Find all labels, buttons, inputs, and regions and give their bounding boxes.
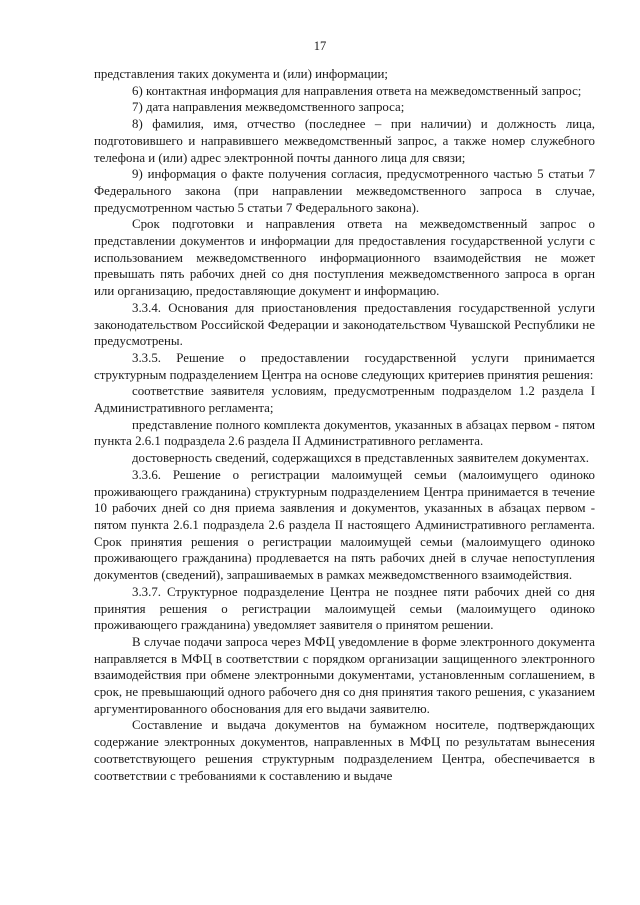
paragraph-3-3-4: 3.3.4. Основания для приостановления предоставления государственной услуги законодательством Российской Федерации и законодательством Чувашской Республики не предусмотрены.	[94, 300, 595, 349]
paragraph-item-8: 8) фамилия, имя, отчество (последнее – при наличии) и должность лица, подготовившего и направившего межведомственный запрос, а также номер служебного телефона и (или) адрес электронной почты данного лица для связи;	[94, 117, 595, 165]
paragraph-item-6: 6) контактная информация для направления ответа на межведомственный запрос;	[132, 83, 582, 98]
document-body	[94, 66, 595, 784]
paragraph-item-7: 7) дата направления межведомственного запроса;	[132, 100, 405, 115]
paragraph-item-9: 9) информация о факте получения согласия, предусмотренного частью 5 статьи 7 Федерального закона (при направлении межведомственного запроса в случае, предусмотренном частью 5 статьи 7 Федерального закона).	[94, 167, 595, 215]
paragraph-response-deadline: Срок подготовки и направления ответа на межведомственный запрос о представлении документов и информации для предоставления государственной услуги с использованием межведомственного информационного взаимодействия не может превышать пять рабочих дней со дня поступления межведомственного запроса в орган или организацию, предоставляющие документ и информацию.	[94, 217, 595, 299]
paragraph-3-3-6: 3.3.6. Решение о регистрации малоимущей семьи (малоимущего одиноко проживающего гражданина) структурным подразделением Центра принимается в течение 10 рабочих дней со дня приема заявления и документов, указанных в абзацах первом - пятом пункта 2.6.1 подраздела 2.6 раздела II настоящего Административного регламента. Срок принятия решения о регистрации малоимущей семьи (малоимущего одиноко проживающего гражданина) продлевается на пять рабочих дней в случае непоступления документов (сведений), запрашиваемых в рамках межведомственного взаимодействия.	[94, 467, 595, 583]
paragraph-continuation: представления таких документа и (или) информации;	[94, 67, 388, 81]
page-number: 17	[313, 39, 327, 53]
paragraph-criterion-3: достоверность сведений, содержащихся в представленных заявителем документах.	[132, 451, 590, 466]
paragraph-3-3-5: 3.3.5. Решение о предоставлении государственной услуги принимается структурным подразделением Центра на основе следующих критериев принятия решения:	[94, 350, 595, 382]
paragraph-criterion-1: соответствие заявителя условиям, предусмотренным подразделом 1.2 раздела I Административного регламента;	[94, 384, 595, 416]
paragraph-criterion-2: представление полного комплекта документов, указанных в абзацах первом - пятом пункта 2.6.1 подраздела 2.6 раздела II Административного регламента.	[94, 417, 595, 449]
paragraph-3-3-7: 3.3.7. Структурное подразделение Центра не позднее пяти рабочих дней со дня принятия решения о регистрации малоимущей семьи (малоимущего одиноко проживающего гражданина) уведомляет заявителя о принятом решении.	[94, 584, 595, 633]
paragraph-paper-docs: Составление и выдача документов на бумажном носителе, подтверждающих содержание электронных документов, направленных в МФЦ по результатам вынесения соответствующего решения структурным подразделением Центра, обеспечивается в соответствии с требованиями к составлению и выдаче	[94, 718, 595, 783]
paragraph-mfc-notice: В случае подачи запроса через МФЦ уведомление в форме электронного документа направляется в МФЦ в соответствии с порядком организации защищенного электронного взаимодействия при обмене электронными документами, установленным соглашением, в срок, не превышающий одного рабочего дня со дня принятия такого решения, с указанием аргументированного обоснования для его выдачи заявителю.	[94, 634, 595, 716]
